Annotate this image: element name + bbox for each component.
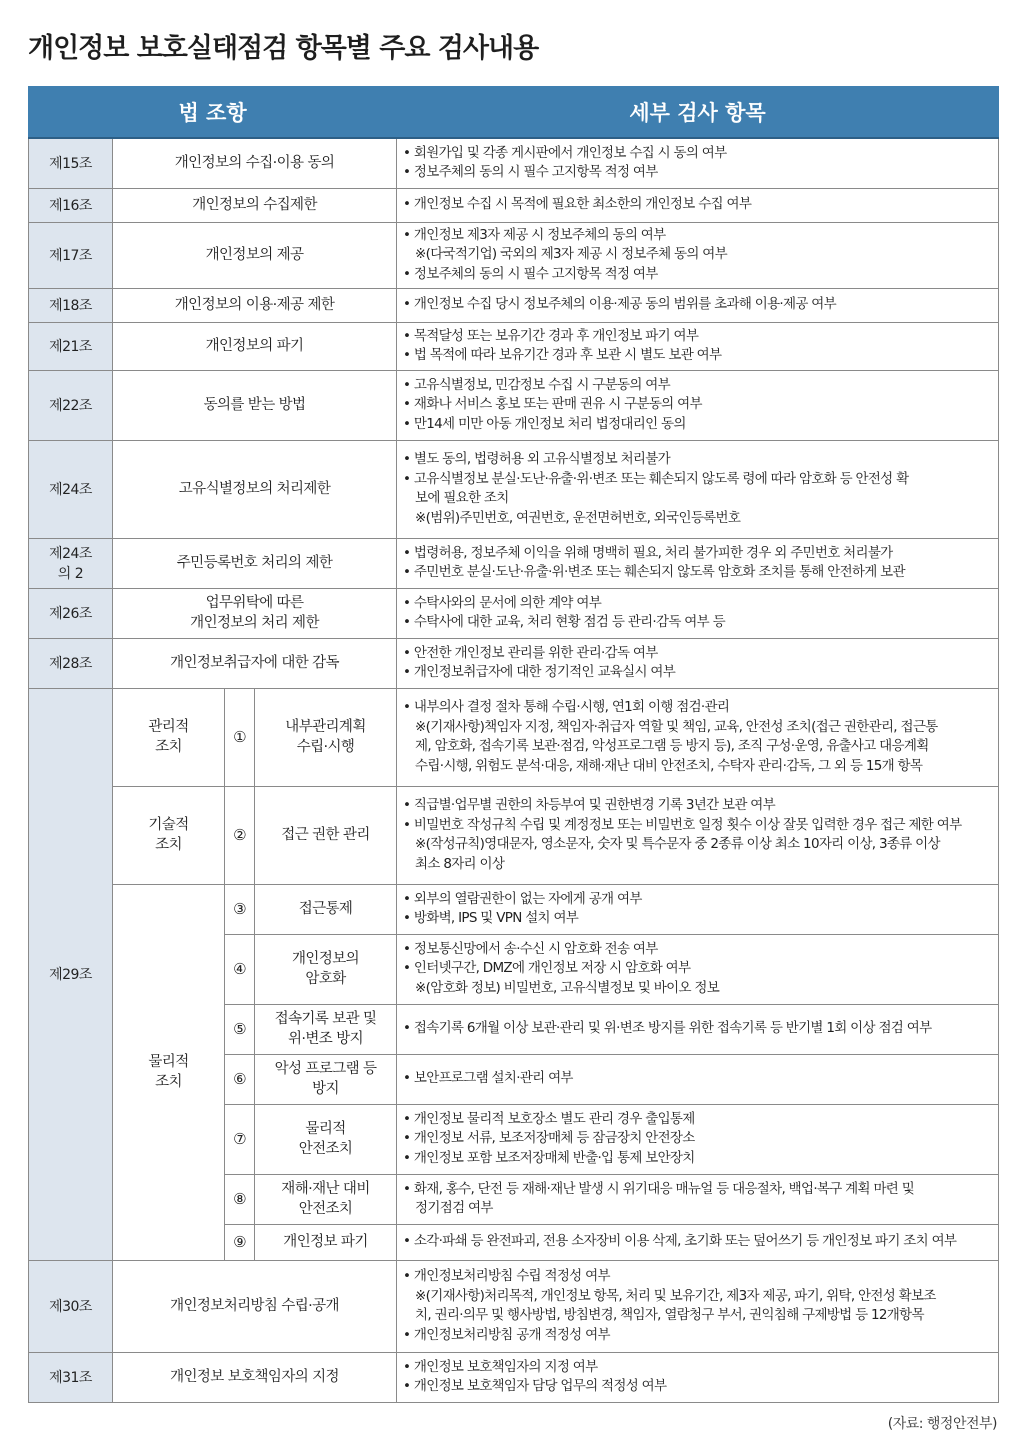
table-row xyxy=(29,1352,999,1402)
detail-line: • 접속기록 6개월 이상 보관·관리 및 위·변조 방지를 위한 접속기록 등 반기별 1회 이상 점검 여부 xyxy=(403,1020,932,1037)
detail-line: • 고유식별정보, 민감정보 수집 시 구분동의 여부 xyxy=(403,376,670,393)
detail-line: • 외부의 열람권한이 없는 자에게 공개 여부 xyxy=(403,890,642,907)
item-name: 물리적 안전조치 xyxy=(255,1104,397,1174)
detail-line: • 만14세 미만 아동 개인정보 처리 법정대리인 동의 xyxy=(403,415,686,432)
article-cell: 제26조 xyxy=(29,588,113,638)
detail-cell xyxy=(397,1104,999,1174)
item-name: 악성 프로그램 등 방지 xyxy=(255,1054,397,1104)
item-number: ② xyxy=(225,786,255,884)
detail-line: • 별도 동의, 법령허용 외 고유식별정보 처리불가 xyxy=(403,451,670,467)
detail-line: • 직급별·업무별 권한의 차등부여 및 권한변경 기록 3년간 보관 여부 xyxy=(403,797,775,813)
table-row xyxy=(29,538,999,588)
article-cell: 제16조 xyxy=(29,188,113,222)
article-cell: 제18조 xyxy=(29,288,113,322)
detail-line: • 개인정보 수집 당시 정보주체의 이용·제공 동의 범위를 초과해 이용·제공 여부 xyxy=(403,296,836,313)
detail-line: • 법 목적에 따라 보유기간 경과 후 보관 시 별도 보관 여부 xyxy=(403,347,722,363)
detail-line: ※(범위)주민번호, 여권번호, 운전면허번호, 외국인등록번호 xyxy=(415,509,741,526)
provision-title: 고유식별정보의 처리제한 xyxy=(113,440,397,538)
item-name: 접근 권한 관리 xyxy=(255,786,397,884)
detail-line: ※(기재사항)처리목적, 개인정보 항목, 처리 및 보유기간, 제3자 제공, 파기, 위탁, 안전성 확보조 xyxy=(415,1287,936,1304)
detail-line: • 내부의사 결정 절차 통해 수립·시행, 연1회 이행 점검·관리 xyxy=(403,699,730,715)
detail-line: • 개인정보 물리적 보호장소 별도 관리 경우 출입통제 xyxy=(403,1110,695,1127)
header-detail: 세부 검사 항목 xyxy=(397,87,999,139)
item-number: ⑤ xyxy=(225,1004,255,1054)
detail-line: • 인터넷구간, DMZ에 개인정보 저장 시 암호화 여부 xyxy=(403,960,691,977)
item-number: ① xyxy=(225,688,255,786)
detail-line: • 수탁사와의 문서에 의한 계약 여부 xyxy=(403,594,602,611)
article-cell: 제24조 의 2 xyxy=(29,538,113,588)
provision-title: 업무위탁에 따른 개인정보의 처리 제한 xyxy=(113,588,397,638)
item-name: 접속기록 보관 및 위·변조 방지 xyxy=(255,1004,397,1054)
table-row xyxy=(29,322,999,370)
detail-cell xyxy=(397,188,999,222)
article-cell: 제15조 xyxy=(29,138,113,188)
detail-line: • 개인정보취급자에 대한 정기적인 교육실시 여부 xyxy=(403,664,676,680)
measure-type-cell: 기술적 조치 xyxy=(113,786,225,884)
detail-line: 치, 권리·의무 및 행사방법, 방침변경, 책임자, 열람청구 부서, 권익침해 구제방법 등 12개항목 xyxy=(415,1307,924,1323)
provision-title: 개인정보처리방침 수립·공개 xyxy=(113,1260,397,1352)
item-number: ⑥ xyxy=(225,1054,255,1104)
detail-line: ※(다국적기업) 국외의 제3자 제공 시 정보주체 동의 여부 xyxy=(415,246,727,263)
detail-line: 최소 8자리 이상 xyxy=(415,855,505,872)
table-row xyxy=(29,688,999,786)
detail-line: 제, 암호화, 접속기록 보관·점검, 악성프로그램 등 방지 등), 조직 구성·운영, 유출사고 대응계획 xyxy=(415,738,929,754)
detail-line: • 소각·파쇄 등 완전파괴, 전용 소자장비 이용 삭제, 초기화 또는 덮어쓰기 등 개인정보 파기 조치 여부 xyxy=(403,1233,957,1250)
table-row xyxy=(29,222,999,288)
provision-title: 개인정보 보호책임자의 지정 xyxy=(113,1352,397,1402)
detail-line: • 화재, 홍수, 단전 등 재해·재난 발생 시 위기대응 매뉴얼 등 대응절차, 백업·복구 계획 마련 및 xyxy=(403,1180,915,1197)
detail-cell xyxy=(397,786,999,884)
provision-title: 개인정보의 이용·제공 제한 xyxy=(113,288,397,322)
table-body xyxy=(29,138,999,1402)
detail-cell xyxy=(397,222,999,288)
detail-line: • 비밀번호 작성규칙 수립 및 계정정보 또는 비밀번호 일정 횟수 이상 잘못 입력한 경우 접근 제한 여부 xyxy=(403,816,962,833)
table-row xyxy=(29,188,999,222)
detail-cell xyxy=(397,1004,999,1054)
source-note: (자료: 행정안전부) xyxy=(887,1416,997,1432)
inspection-table xyxy=(28,86,999,1403)
detail-cell xyxy=(397,884,999,934)
article-cell: 제21조 xyxy=(29,322,113,370)
detail-line: • 수탁사에 대한 교육, 처리 현황 점검 등 관리·감독 여부 등 xyxy=(403,614,725,630)
detail-line: • 고유식별정보 분실·도난·유출·위·변조 또는 훼손되지 않도록 령에 따라 암호화 등 안전성 확 xyxy=(403,470,909,487)
provision-title: 개인정보의 제공 xyxy=(113,222,397,288)
item-number: ⑨ xyxy=(225,1224,255,1260)
detail-cell xyxy=(397,370,999,440)
detail-cell xyxy=(397,1054,999,1104)
provision-title: 개인정보의 파기 xyxy=(113,322,397,370)
detail-cell xyxy=(397,538,999,588)
table-row xyxy=(29,786,999,884)
detail-cell xyxy=(397,288,999,322)
article-cell: 제29조 xyxy=(29,688,113,1260)
article-cell: 제17조 xyxy=(29,222,113,288)
provision-title: 개인정보의 수집제한 xyxy=(113,188,397,222)
detail-line: • 개인정보 보호책임자 담당 업무의 적정성 여부 xyxy=(403,1378,667,1394)
detail-cell xyxy=(397,138,999,188)
table-row xyxy=(29,638,999,688)
detail-line: • 회원가입 및 각종 게시판에서 개인정보 수집 시 동의 여부 xyxy=(403,144,727,161)
provision-title: 개인정보취급자에 대한 감독 xyxy=(113,638,397,688)
detail-line: • 방화벽, IPS 및 VPN 설치 여부 xyxy=(403,910,579,926)
table-row xyxy=(29,1260,999,1352)
provision-title: 개인정보의 수집·이용 동의 xyxy=(113,138,397,188)
detail-line: • 정보주체의 동의 시 필수 고지항목 적정 여부 xyxy=(403,164,658,181)
detail-cell xyxy=(397,1352,999,1402)
detail-cell xyxy=(397,638,999,688)
item-number: ⑧ xyxy=(225,1174,255,1224)
detail-line: 정기점검 여부 xyxy=(415,1200,493,1216)
detail-cell xyxy=(397,588,999,638)
detail-line: • 법령허용, 정보주체 이익을 위해 명백히 필요, 처리 불가피한 경우 외 주민번호 처리불가 xyxy=(403,544,893,561)
detail-line: • 개인정보처리방침 수립 적정성 여부 xyxy=(403,1268,610,1284)
provision-title: 주민등록번호 처리의 제한 xyxy=(113,538,397,588)
item-name: 접근통제 xyxy=(255,884,397,934)
item-name: 개인정보 파기 xyxy=(255,1224,397,1260)
detail-line: ※(암호화 정보) 비밀번호, 고유식별정보 및 바이오 정보 xyxy=(415,979,720,996)
article-cell: 제31조 xyxy=(29,1352,113,1402)
item-number: ⑦ xyxy=(225,1104,255,1174)
table-row xyxy=(29,370,999,440)
detail-line: • 보안프로그램 설치·관리 여부 xyxy=(403,1070,573,1087)
item-name: 내부관리계획 수립·시행 xyxy=(255,688,397,786)
table-row xyxy=(29,288,999,322)
detail-line: • 개인정보 제3자 제공 시 정보주체의 동의 여부 xyxy=(403,226,666,243)
detail-cell xyxy=(397,688,999,786)
item-name: 재해·재난 대비 안전조치 xyxy=(255,1174,397,1224)
detail-cell xyxy=(397,322,999,370)
detail-cell xyxy=(397,1260,999,1352)
table-row xyxy=(29,588,999,638)
header-law: 법 조항 xyxy=(29,87,397,139)
article-cell: 제30조 xyxy=(29,1260,113,1352)
item-number: ③ xyxy=(225,884,255,934)
detail-cell xyxy=(397,1174,999,1224)
table-header-row xyxy=(29,87,999,139)
detail-line: ※(기재사항)책임자 지정, 책임자·취급자 역할 및 책임, 교육, 안전성 조치(접근 권한관리, 접근통 xyxy=(415,718,938,735)
detail-line: • 개인정보 포함 보조저장매체 반출·입 통제 보안장치 xyxy=(403,1149,695,1166)
measure-type-cell: 관리적 조치 xyxy=(113,688,225,786)
detail-line: • 개인정보 서류, 보조저장매체 등 잠금장치 안전장소 xyxy=(403,1130,695,1147)
measure-type-cell: 물리적 조치 xyxy=(113,884,225,1260)
detail-cell xyxy=(397,1224,999,1260)
detail-line: ※(작성규칙)영대문자, 영소문자, 숫자 및 특수문자 중 2종류 이상 최소 10자리 이상, 3종류 이상 xyxy=(415,836,940,852)
detail-line: • 개인정보처리방침 공개 적정성 여부 xyxy=(403,1326,610,1343)
provision-title: 동의를 받는 방법 xyxy=(113,370,397,440)
article-cell: 제24조 xyxy=(29,440,113,538)
page-title: 개인정보 보호실태점검 항목별 주요 검사내용 xyxy=(28,33,539,64)
table-row xyxy=(29,138,999,188)
detail-line: • 재화나 서비스 홍보 또는 판매 권유 시 구분동의 여부 xyxy=(403,396,702,413)
detail-line: • 정보통신망에서 송·수신 시 암호화 전송 여부 xyxy=(403,940,658,957)
detail-line: • 정보주체의 동의 시 필수 고지항목 적정 여부 xyxy=(403,265,658,282)
detail-line: • 목적달성 또는 보유기간 경과 후 개인정보 파기 여부 xyxy=(403,327,699,344)
item-number: ④ xyxy=(225,934,255,1004)
detail-line: • 주민번호 분실·도난·유출·위·변조 또는 훼손되지 않도록 암호화 조치를 통해 안전하게 보관 xyxy=(403,564,905,580)
article-cell: 제28조 xyxy=(29,638,113,688)
detail-cell xyxy=(397,934,999,1004)
detail-line: • 개인정보 보호책임자의 지정 여부 xyxy=(403,1358,598,1375)
detail-line: 보에 필요한 조치 xyxy=(415,490,509,506)
article-cell: 제22조 xyxy=(29,370,113,440)
detail-line: • 안전한 개인정보 관리를 위한 관리·감독 여부 xyxy=(403,644,658,661)
detail-line: 수립·시행, 위험도 분석·대응, 재해·재난 대비 안전조치, 수탁자 관리·감독, 그 외 등 15개 항목 xyxy=(415,757,923,774)
table-row xyxy=(29,884,999,934)
detail-line: • 개인정보 수집 시 목적에 필요한 최소한의 개인정보 수집 여부 xyxy=(403,196,752,213)
item-name: 개인정보의 암호화 xyxy=(255,934,397,1004)
detail-cell xyxy=(397,440,999,538)
table-row xyxy=(29,440,999,538)
